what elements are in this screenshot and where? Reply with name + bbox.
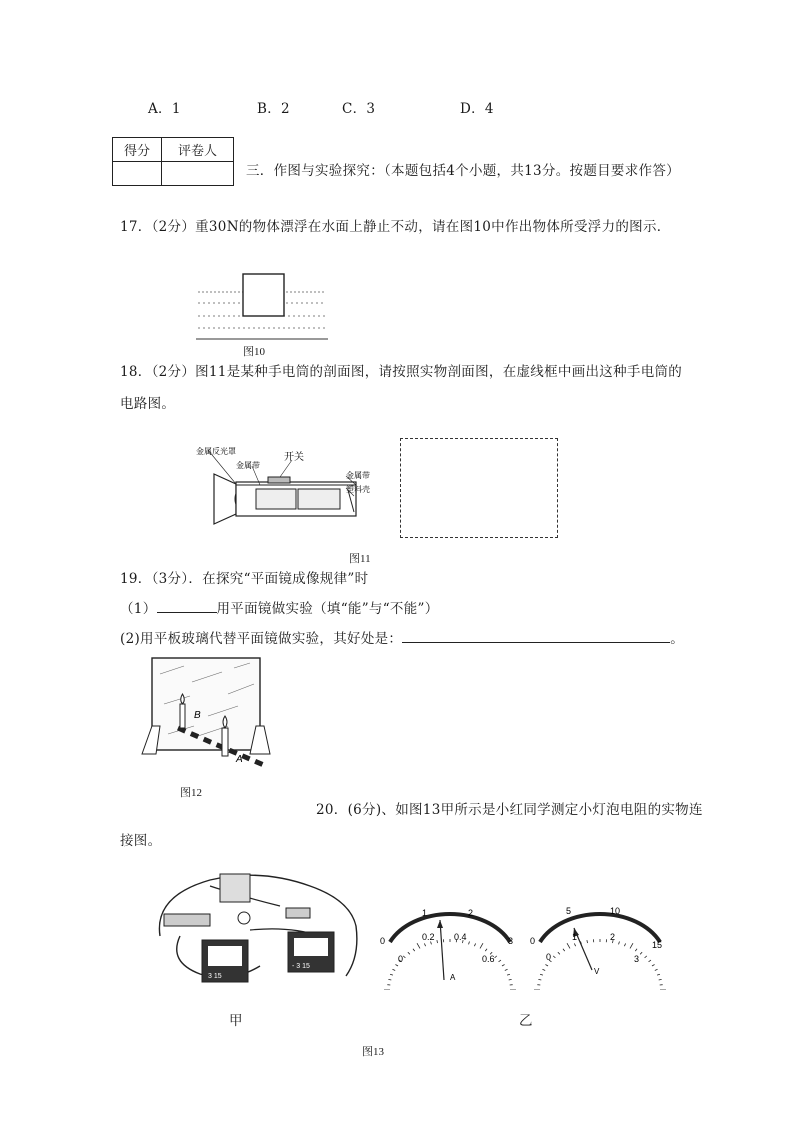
bulb-icon <box>238 912 250 924</box>
option-c: C．3 <box>342 101 376 117</box>
amm-outer-tick-1: 1 <box>422 908 428 918</box>
section-heading: 三．作图与实验探究：（本题包括4个小题，共13分。按题目要求作答） <box>246 163 680 179</box>
dial-tick <box>502 965 505 967</box>
grader-label: 评卷人 <box>162 138 234 162</box>
dial-tick <box>652 965 655 967</box>
dial-tick <box>542 969 545 970</box>
dial-tick <box>645 956 647 958</box>
dial-tick <box>574 943 575 946</box>
dial-tick <box>624 943 625 946</box>
ammeter-terminals: 3 15 <box>208 973 222 980</box>
label-reflector: 金属反光罩 <box>196 447 236 456</box>
dial-tick <box>437 940 438 943</box>
ammeter-symbol: A <box>450 973 456 982</box>
sub-label-right: 乙 <box>519 1013 533 1029</box>
ammeter-needle <box>440 920 444 980</box>
fig10-caption: 图10 <box>243 346 265 358</box>
q17-text: 17．（2分）重30N的物体漂浮在水面上静止不动，请在图10中作出物体所受浮力的图示． <box>120 219 671 235</box>
q20-line1: 20．(6分)、如图13甲所示是小红同学测定小灯泡电阻的实物连 <box>316 802 703 818</box>
amm-outer-tick-3: 3 <box>508 936 514 946</box>
dial-tick <box>390 974 393 975</box>
dial-tick <box>495 956 497 958</box>
fig11-caption: 图11 <box>349 553 371 565</box>
battery-2 <box>298 489 340 509</box>
battery-1 <box>256 489 296 509</box>
q19-line3: (2)用平板玻璃代替平面镜做实验，其好处是： 。 <box>120 628 684 648</box>
dial-tick <box>563 949 565 951</box>
amm-inner-tick-0: 0 <box>398 954 404 964</box>
answer-dashed-box[interactable] <box>400 438 558 538</box>
fig12-caption: 图12 <box>180 787 202 799</box>
dial-tick <box>507 974 510 975</box>
sub-label-left: 甲 <box>229 1013 243 1029</box>
volt-outer-tick-3: 15 <box>652 940 663 950</box>
dial-tick <box>659 979 662 980</box>
option-a: A．1 <box>148 101 181 117</box>
dial-tick <box>403 956 405 958</box>
label-a: A <box>236 754 243 765</box>
fig10-floating-block <box>196 272 328 340</box>
fig13-caption: 图13 <box>362 1046 384 1058</box>
q19-line1: 19．（3分）．在探究“平面镜成像规律”时 <box>120 571 369 587</box>
dial-tick <box>630 943 633 948</box>
dial-tick <box>395 965 398 967</box>
dial-tick <box>480 943 483 948</box>
fig11-flashlight <box>196 444 378 536</box>
dial-tick <box>558 952 560 954</box>
q18-line1: 18．（2分）图11是某种手电筒的剖面图，请按照实物剖面图，在虚线框中画出这种手电筒的 <box>120 364 683 380</box>
q19-line2: （1） 用平面镜做实验（填“能”与“不能”） <box>120 598 439 618</box>
dial-tick <box>640 952 642 954</box>
dial-tick <box>417 943 420 948</box>
voltmeter-symbol: V <box>594 967 600 976</box>
amm-inner-tick-3: 0.6 <box>482 954 495 964</box>
glass-plate <box>152 658 260 750</box>
score-cell[interactable] <box>113 162 162 186</box>
dial-tick <box>538 979 541 980</box>
label-switch: 开关 <box>284 452 304 463</box>
fig12-mirror-experiment <box>138 654 272 780</box>
dial-tick <box>424 943 425 946</box>
switch-icon <box>268 477 290 483</box>
dial-tick <box>619 941 620 944</box>
label-shell: 塑料壳 <box>346 485 370 494</box>
option-d: D．4 <box>460 101 494 117</box>
label-b: B <box>194 710 201 721</box>
dial-tick <box>655 969 658 970</box>
dial-tick <box>587 940 588 943</box>
dial-tick <box>499 960 501 962</box>
dial-tick <box>649 960 651 962</box>
rheostat-icon <box>164 914 210 926</box>
volt-inner-tick-3: 3 <box>634 954 640 964</box>
dial-tick <box>413 949 415 951</box>
volt-outer-tick-0: 0 <box>530 936 536 946</box>
dial-tick <box>657 974 660 975</box>
dial-tick <box>567 943 570 948</box>
amm-outer-tick-2: 2 <box>468 908 474 918</box>
volt-inner-tick-0: 0 <box>546 952 552 962</box>
q18-line2: 电路图。 <box>120 396 176 412</box>
dial-tick <box>540 974 543 975</box>
fig13-circuit-photo <box>150 866 360 996</box>
flashlight-head <box>214 474 236 524</box>
grader-cell[interactable] <box>162 162 234 186</box>
voltmeter-terminals: - 3 15 <box>292 963 310 970</box>
answer-blank-1[interactable] <box>157 598 217 613</box>
answer-blank-2[interactable] <box>402 628 670 643</box>
dial-tick <box>505 969 508 970</box>
score-label: 得分 <box>113 138 162 162</box>
candle-b <box>180 704 185 728</box>
amm-inner-tick-2: 0.4 <box>454 932 467 942</box>
dial-tick <box>392 969 395 970</box>
dial-tick <box>485 949 487 951</box>
score-table <box>112 137 234 186</box>
dial-tick <box>635 949 637 951</box>
candle-a <box>222 728 228 756</box>
q20-line2: 接图。 <box>120 833 162 849</box>
dial-tick <box>509 979 512 980</box>
dial-tick <box>474 943 475 946</box>
volt-inner-tick-2: 2 <box>610 932 616 942</box>
dial-tick <box>388 979 391 980</box>
option-b: B．2 <box>257 101 290 117</box>
battery-pack <box>220 874 250 902</box>
volt-outer-tick-1: 5 <box>566 906 572 916</box>
dial-tick <box>408 952 410 954</box>
label-strip-right: 金属带 <box>346 471 370 480</box>
volt-inner-tick-1: 1 <box>572 932 578 942</box>
label-strip-left: 金属带 <box>236 461 260 470</box>
amm-inner-tick-1: 0.2 <box>422 932 435 942</box>
dial-tick <box>553 956 555 958</box>
switch-icon <box>286 908 310 918</box>
dial-tick <box>469 941 470 944</box>
ammeter-dial <box>380 900 520 990</box>
floating-block <box>243 274 284 316</box>
dial-tick <box>545 965 548 967</box>
voltmeter-dial <box>530 900 670 990</box>
volt-outer-tick-2: 10 <box>610 906 621 916</box>
amm-outer-tick-0: 0 <box>380 936 386 946</box>
